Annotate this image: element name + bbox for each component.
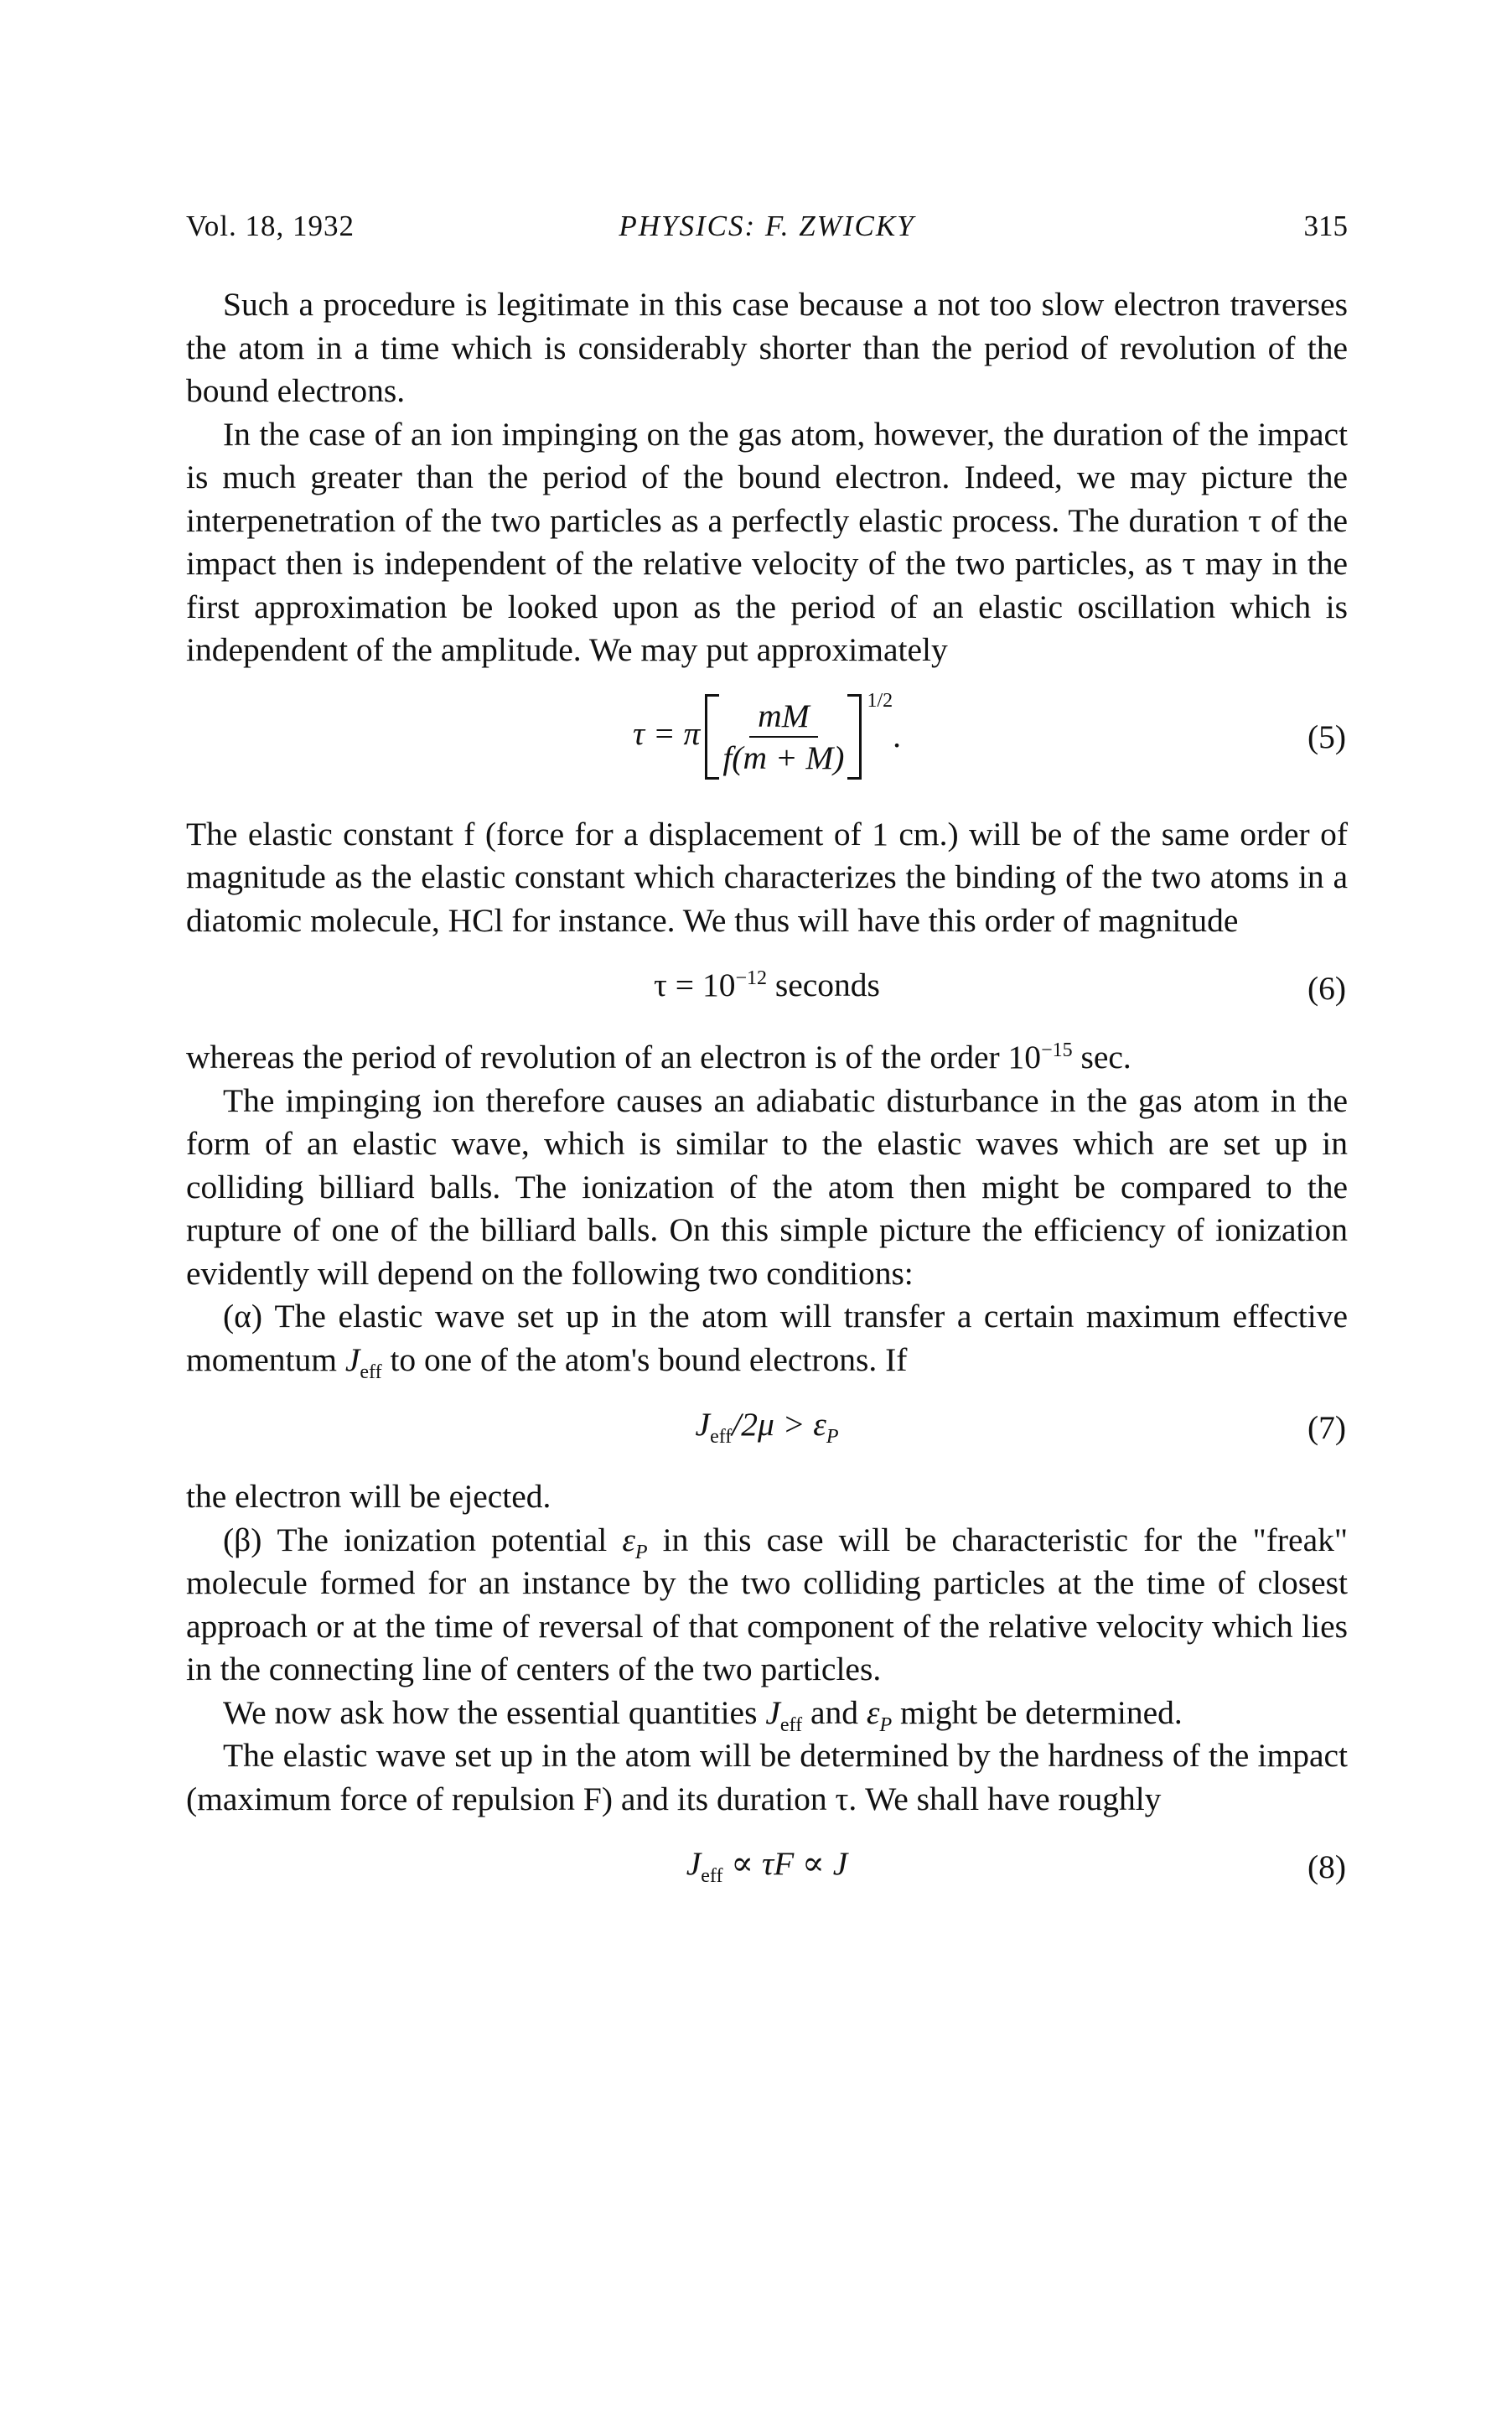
- paragraph-4-unit: sec.: [1072, 1039, 1131, 1076]
- equation-5-fraction: [719, 697, 847, 776]
- paragraph-6-text-end: to one of the atom's bound electrons. If: [381, 1340, 908, 1378]
- equation-8-j-sub: eff: [701, 1864, 723, 1887]
- left-bracket: [705, 694, 719, 780]
- equation-7-eps: ε: [813, 1406, 826, 1443]
- epsilon-p-symbol: ε: [622, 1521, 635, 1558]
- paragraph-4-text: whereas the period of revolution of an electron is of the order 10: [186, 1039, 1042, 1076]
- equation-8-rest: ∝ τF ∝ J: [722, 1845, 848, 1882]
- paragraph-9-j-sub: eff: [779, 1713, 803, 1736]
- equation-6: [186, 957, 1348, 1021]
- article-body: [186, 283, 1348, 1900]
- condition-alpha-label: (α): [223, 1298, 263, 1335]
- equation-7-j-sub: eff: [710, 1425, 733, 1448]
- equation-7-body: [186, 1403, 1348, 1447]
- equation-5-denominator: f(m + M): [722, 739, 845, 776]
- paragraph-6: [186, 1295, 1348, 1381]
- paragraph-9-text-end: might be determined.: [892, 1693, 1183, 1731]
- paragraph-9-text: We now ask how the essential quantities: [223, 1693, 766, 1731]
- equation-8-body: [186, 1843, 1348, 1886]
- paragraph-6-text: The elastic wave set up in the atom will transfer a certain maximum effective momentum: [186, 1298, 1348, 1378]
- equation-5-lhs: τ = π: [632, 714, 701, 752]
- running-title: PHYSICS: F. ZWICKY: [619, 210, 915, 242]
- equation-6-exponent: −12: [735, 967, 767, 989]
- paragraph-4-exponent: −15: [1041, 1039, 1073, 1061]
- paragraph-2: In the case of an ion impinging on the gas atom, however, the duration of the impact is much greater than the period of the bound electron. Indeed, we may picture the interpenetration of the two particles as a perfectly elastic process. The duration τ of the impact then is independent of the relative velocity of the two particles, as τ may in the first approximation be looked upon as the period of an elastic oscillation which is independent of the amplitude. We may put approximately: [186, 415, 1348, 668]
- paragraph-1: Such a procedure is legitimate in this case because a not too slow electron traverses the atom in a time which is considerably shorter than the period of revolution of the bound electrons.: [186, 286, 1348, 409]
- equation-6-number: (6): [1307, 970, 1346, 1007]
- paper-page: [186, 210, 1348, 1915]
- equation-7-number: (7): [1307, 1409, 1346, 1446]
- j-eff-symbol: J: [344, 1340, 360, 1378]
- equation-8-number: (8): [1307, 1848, 1346, 1885]
- equation-6-lhs: τ = 10: [654, 967, 736, 1003]
- equation-8: [186, 1836, 1348, 1900]
- equation-7: [186, 1397, 1348, 1460]
- equation-6-rhs: seconds: [767, 967, 880, 1003]
- volume-year: Vol. 18, 1932: [186, 210, 355, 242]
- paragraph-8-text-end: in this case will be characteristic for the "freak" molecule formed for an instance by the two colliding particles at the time of closest approach or at the time of reversal of that component of the relative velocity which lies in the connecting line of centers of the two particles.: [186, 1521, 1348, 1687]
- epsilon-p-subscript: P: [634, 1541, 648, 1563]
- condition-beta-label: (β): [223, 1521, 262, 1558]
- equation-7-rest: /2μ >: [732, 1406, 814, 1443]
- paragraph-8: [186, 1519, 1348, 1692]
- right-bracket: [847, 694, 862, 780]
- equation-5-trail: .: [893, 717, 901, 754]
- paragraph-9-and: and: [802, 1693, 867, 1731]
- paragraph-3: The elastic constant f (force for a displacement of 1 cm.) will be of the same order of magnitude as the elastic constant which characterizes the binding of the two atoms in a diatomic molecule, HCl for instance. We thus will have this order of magnitude: [186, 815, 1348, 939]
- paragraph-9-j: J: [765, 1693, 780, 1731]
- paragraph-9-eps-sub: P: [879, 1713, 893, 1736]
- equation-5-exponent: 1/2: [867, 689, 893, 712]
- paragraph-5: The impinging ion therefore causes an adiabatic disturbance in the gas atom in the form of an elastic wave, which is similar to the elastic waves which are set up in colliding billiard balls. The ionization of the atom then might be compared to the rupture of one of the billiard balls. On this simple picture the efficiency of ionization evidently will depend on the following two conditions:: [186, 1081, 1348, 1292]
- equation-5-number: (5): [1307, 718, 1346, 755]
- paragraph-10: The elastic wave set up in the atom will be determined by the hardness of the impact (maximum force of repulsion F) and its duration τ. We shall have roughly: [186, 1737, 1348, 1817]
- paragraph-9: [186, 1692, 1348, 1735]
- equation-5-body: [186, 689, 1348, 780]
- paragraph-4: [186, 1036, 1348, 1080]
- page-number: 315: [1303, 210, 1348, 242]
- running-header: [186, 210, 1348, 260]
- equation-7-eps-sub: P: [826, 1425, 839, 1448]
- paragraph-8-text: The ionization potential: [261, 1521, 623, 1558]
- equation-8-j: J: [686, 1845, 702, 1882]
- paragraph-9-eps: ε: [866, 1693, 880, 1731]
- equation-5-bracket-group: [700, 689, 901, 780]
- equation-7-j: J: [695, 1406, 711, 1443]
- equation-6-body: [186, 964, 1348, 1008]
- equation-5: [186, 686, 1348, 796]
- equation-5-numerator: mM: [749, 697, 817, 738]
- j-eff-subscript: eff: [360, 1361, 382, 1383]
- paragraph-7: the electron will be ejected.: [186, 1478, 551, 1515]
